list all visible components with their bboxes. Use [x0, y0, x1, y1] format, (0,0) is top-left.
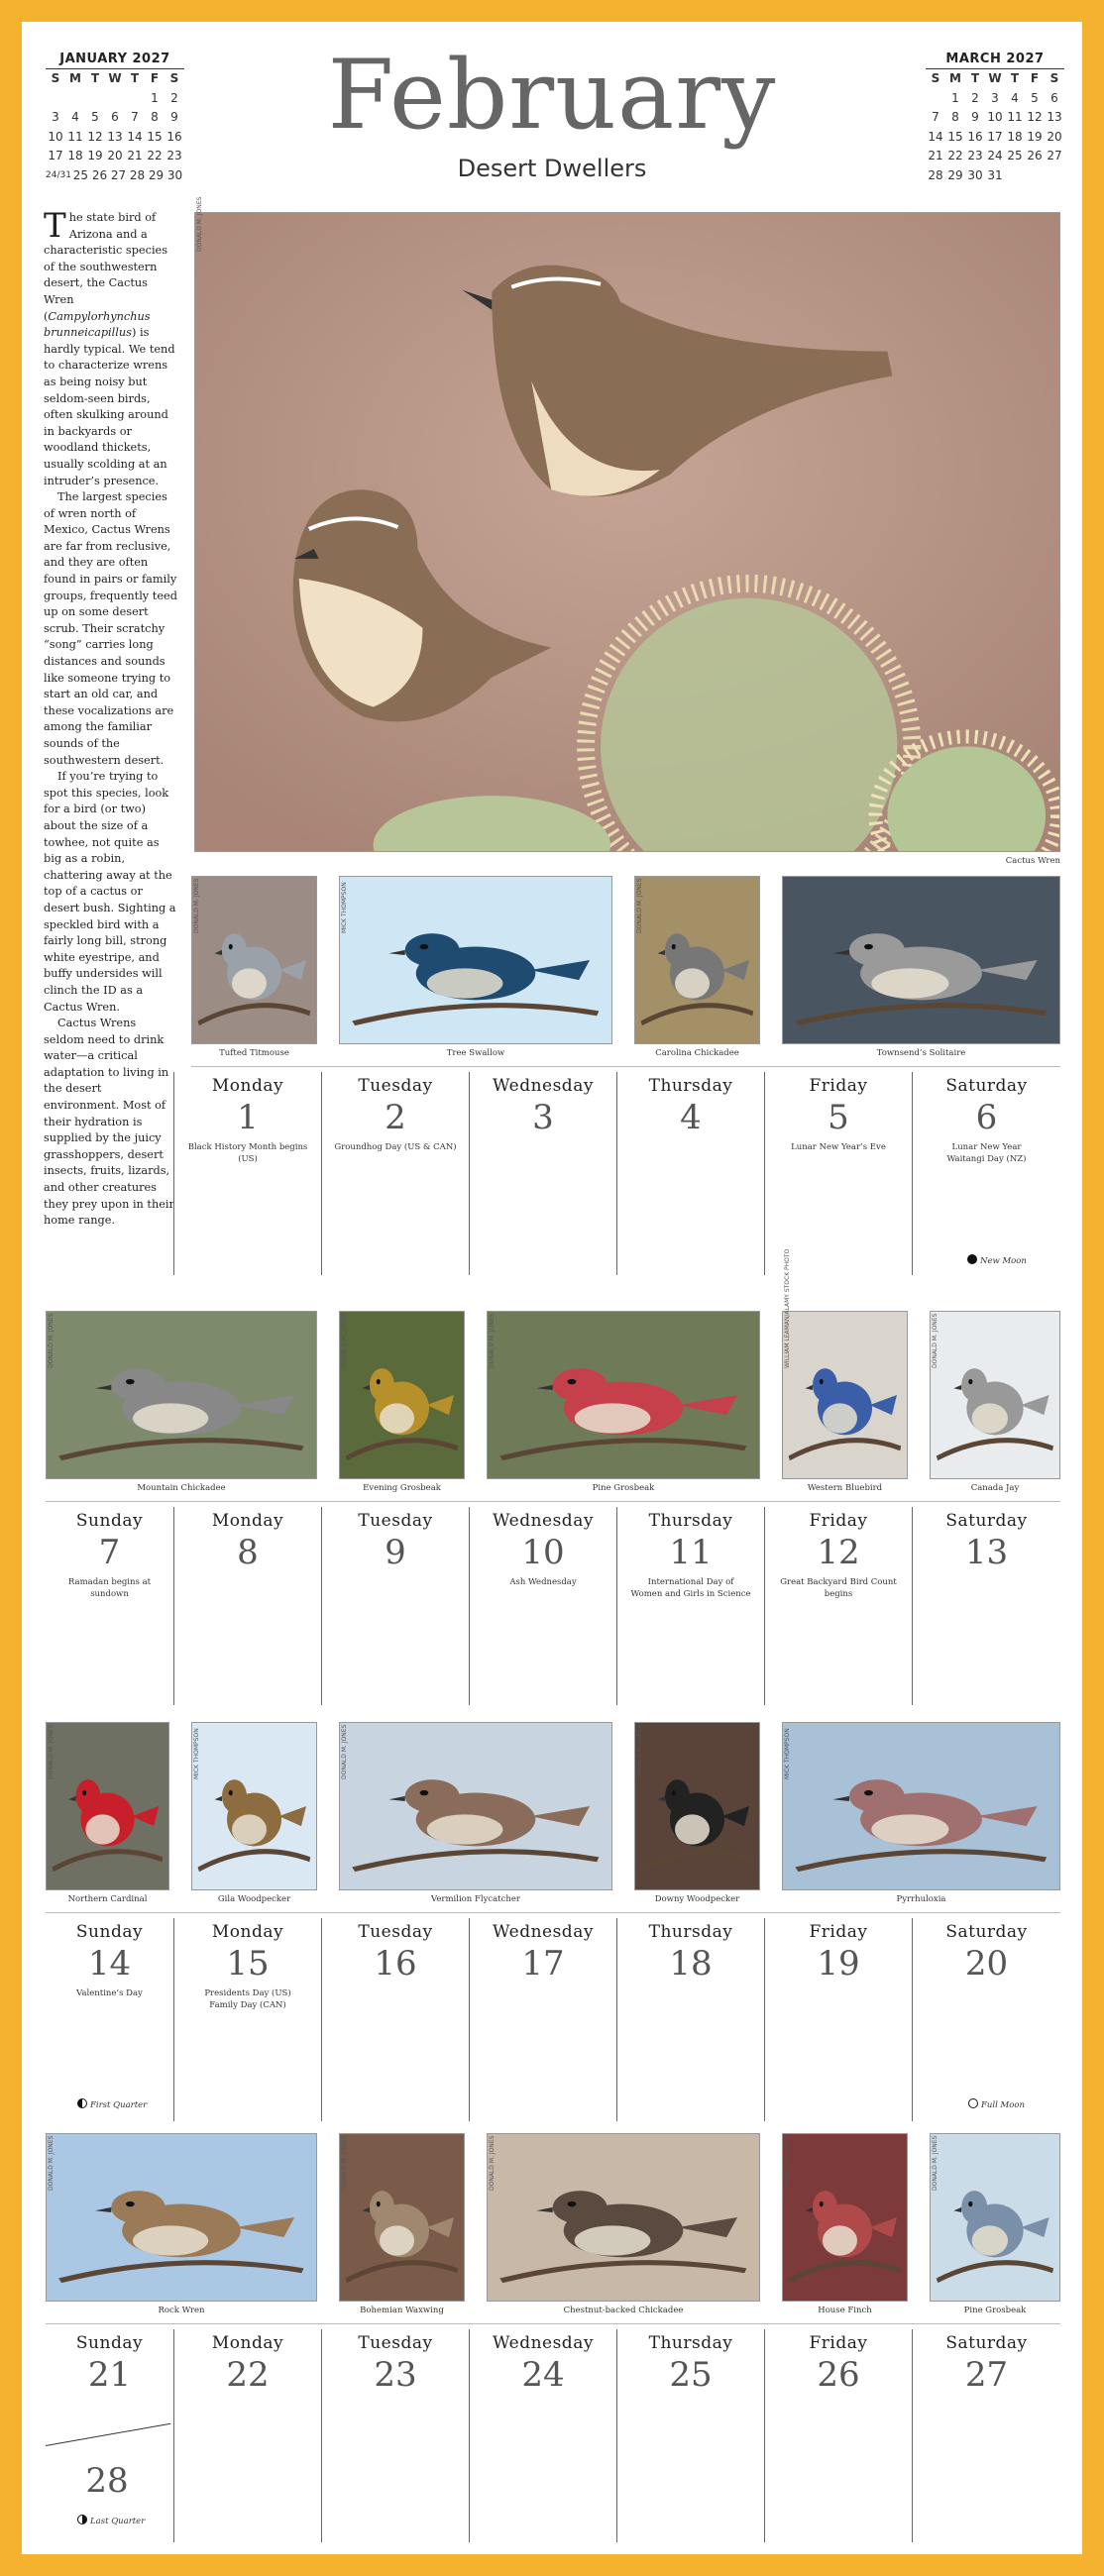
day-cell: [912, 1507, 1060, 1705]
day-cell: [321, 1507, 469, 1705]
day-name: Friday: [809, 1511, 868, 1531]
day-cell: [46, 2329, 173, 2542]
photo-caption: Pyrrhuloxia: [896, 1894, 946, 1904]
mini-day: 14: [127, 129, 143, 144]
bird-photo: [782, 1311, 908, 1479]
day-number: 27: [964, 2355, 1009, 2395]
mini-day: 17: [48, 149, 63, 162]
photo-caption: Bohemian Waxwing: [360, 2306, 444, 2315]
bird-photo: [191, 1722, 317, 1890]
day-cell: [469, 1507, 616, 1705]
photo-credit: DONALD M. JONES: [341, 1724, 348, 1779]
intro-paragraph: The largest species of wren north of Mexico, Cactus Wrens are far from reclusive, and they are often found in pairs or family groups, frequently teed up on some desert scrub. Their scratchy “song” carries long distances and sounds like someone trying to start an old car, and these vocalizations are among the familiar sounds of the southwestern desert.: [44, 490, 177, 767]
day-note: Great Backyard Bird Count begins: [780, 1577, 897, 1599]
day-number: 28: [85, 2461, 129, 2501]
mini-day: 12: [1027, 110, 1043, 124]
day-name: Friday: [809, 1922, 868, 1942]
mini-day: 3: [991, 90, 999, 105]
day-number: 22: [226, 2355, 270, 2395]
day-number: 15: [226, 1944, 270, 1984]
photo-credit: DONALD M. JONES: [48, 2135, 55, 2191]
day-cell: [173, 1072, 321, 1275]
day-number: 3: [532, 1098, 554, 1137]
moon-label: New Moon: [980, 1256, 1027, 1266]
day-number: 19: [817, 1944, 860, 1984]
mini-weekday: S: [169, 71, 179, 85]
day-cell: [46, 1507, 173, 1705]
scientific-name: Campylorhynchus brunneicapillus: [44, 309, 151, 340]
bird-illustration: [47, 1723, 168, 1889]
photo-caption: Downy Woodpecker: [654, 1894, 740, 1904]
mini-weekday: F: [1030, 71, 1040, 85]
day-cell: [173, 1507, 321, 1705]
photo-caption: Vermilion Flycatcher: [431, 1894, 520, 1904]
day-note: International Day of Women and Girls in Science: [630, 1577, 751, 1599]
bird-illustration: [931, 2134, 1059, 2301]
mini-day: 14: [928, 129, 943, 144]
moon-phase: [77, 2098, 147, 2110]
day-number: 26: [817, 2355, 860, 2395]
day-name: Thursday: [648, 1922, 733, 1942]
photo-credit: DONALD M. JONES: [636, 1724, 643, 1779]
bird-photo: [487, 2133, 760, 2302]
mini-day: 16: [967, 129, 983, 144]
day-name: Wednesday: [493, 1076, 594, 1096]
photo-caption: Tufted Titmouse: [219, 1048, 289, 1058]
mini-day: 18: [67, 149, 83, 162]
moon-icon: [967, 1254, 977, 1264]
main-photo-cactus-wren: [194, 212, 1060, 852]
photo-caption: Townsend’s Solitaire: [876, 1048, 966, 1058]
day-number: 7: [98, 1533, 121, 1572]
bird-photo: [46, 1722, 169, 1890]
bird-photo: [782, 876, 1060, 1044]
mini-day: 26: [1027, 149, 1043, 162]
day-cell: [764, 1507, 912, 1705]
mini-day: 31: [987, 167, 1003, 182]
moon-label: First Quarter: [90, 2100, 148, 2110]
mini-day: 22: [147, 149, 163, 162]
day-name: Friday: [809, 2333, 868, 2353]
day-cell: [616, 1918, 764, 2121]
mini-day: 30: [967, 167, 983, 182]
day-name: Tuesday: [358, 1922, 433, 1942]
photo-credit: DONALD M. JONES: [636, 878, 643, 933]
photo-credit: DONALD M. JONES: [48, 1313, 55, 1368]
mini-day: 4: [1011, 90, 1019, 105]
bird-photo: [634, 1722, 760, 1890]
photo-credit: WILLIAM LEAMAN/ALAMY STOCK PHOTO: [784, 1248, 791, 1368]
caption-rule: [46, 1912, 1060, 1913]
month-theme: Desert Dwellers: [457, 155, 647, 182]
day-cell: [616, 2329, 764, 2542]
mini-day: 1: [951, 90, 959, 105]
mini-day: 1: [151, 90, 159, 105]
day-name: Sunday: [75, 2333, 144, 2353]
bird-photo: [339, 876, 612, 1044]
mini-weekday: T: [1010, 71, 1020, 85]
day-cell: [616, 1507, 764, 1705]
bird-photo: [782, 2133, 908, 2302]
day-name: Saturday: [945, 2333, 1028, 2353]
mini-day: 13: [1047, 110, 1062, 124]
bird-illustration: [340, 877, 611, 1043]
day-name: Sunday: [75, 1922, 144, 1942]
day-note: Groundhog Day (US & CAN): [334, 1142, 457, 1152]
photo-credit: DONALD M. JONES: [489, 1313, 496, 1368]
day-cell: [469, 1072, 616, 1275]
day-number: 5: [828, 1098, 849, 1137]
mini-day: 3: [52, 110, 59, 124]
day-name: Monday: [211, 2333, 284, 2353]
mini-day: 25: [72, 167, 89, 182]
photo-credit: DONALD M. JONES: [48, 1724, 55, 1779]
mini-day: 6: [1050, 90, 1058, 105]
photo-credit: DONALD M. JONES: [341, 1313, 348, 1368]
photo-caption: Tree Swallow: [446, 1048, 505, 1058]
day-number: 21: [87, 2355, 132, 2395]
photo-credit: DONALD M. JONES: [341, 2135, 348, 2191]
bird-illustration: [488, 2134, 759, 2301]
mini-day: 29: [148, 167, 165, 182]
photo-credit: MICK THOMPSON: [784, 1728, 791, 1779]
mini-weekday: M: [69, 71, 81, 85]
day-number: 4: [680, 1098, 702, 1137]
mini-day: 15: [147, 129, 163, 144]
photo-caption: Cactus Wren: [1005, 856, 1060, 866]
day-number: 14: [87, 1944, 132, 1984]
photo-credit: DONALD M. JONES: [932, 1313, 938, 1368]
bird-photo: [191, 876, 317, 1044]
mini-day: 23: [967, 149, 983, 162]
bird-photo: [46, 2133, 317, 2302]
mini-day: 8: [951, 110, 959, 124]
day-number: 16: [374, 1944, 417, 1984]
mini-day: 28: [129, 167, 146, 182]
photo-credit: MICK THOMPSON: [193, 1728, 200, 1779]
photo-caption: Pine Grosbeak: [592, 1483, 655, 1493]
bird-illustration: [783, 1312, 907, 1478]
mini-day: 6: [111, 110, 119, 124]
mini-day: 2: [971, 90, 979, 105]
mini-day: 5: [1031, 90, 1039, 105]
mini-day: 9: [971, 110, 979, 124]
day-name: Friday: [809, 1076, 868, 1096]
day-number: 23: [374, 2355, 417, 2395]
mini-calendar-title: MARCH 2027: [926, 52, 1064, 69]
moon-phase: [968, 2098, 1025, 2110]
day-number: 12: [817, 1533, 860, 1572]
day-number: 8: [237, 1533, 259, 1572]
mini-day: 20: [1047, 129, 1062, 144]
day-number: 18: [669, 1944, 713, 1984]
day-name: Thursday: [648, 1511, 733, 1531]
photo-caption: Evening Grosbeak: [363, 1483, 441, 1493]
mini-day: 28: [928, 167, 943, 182]
moon-label: Last Quarter: [90, 2517, 146, 2526]
mini-day: 13: [107, 129, 123, 144]
day-number: 6: [975, 1098, 998, 1137]
moon-phase: [77, 2515, 145, 2526]
day-name: Monday: [211, 1511, 284, 1531]
mini-day: 30: [166, 167, 183, 182]
mini-day: 7: [932, 110, 939, 124]
mini-day: 16: [166, 129, 182, 144]
mini-weekday: T: [970, 71, 980, 85]
day-name: Saturday: [945, 1922, 1028, 1942]
photo-caption: Chestnut-backed Chickadee: [563, 2306, 684, 2315]
day-cell: [173, 1918, 321, 2121]
mini-day: 9: [170, 110, 178, 124]
day-name: Monday: [211, 1076, 284, 1096]
day-cell: [469, 1918, 616, 2121]
intro-text: [44, 206, 178, 1230]
day-name: Saturday: [945, 1076, 1028, 1096]
photo-credit: DONALD M. JONES: [784, 878, 791, 933]
photo-caption: House Finch: [818, 2306, 872, 2315]
mini-day: 5: [91, 110, 99, 124]
mini-day: 29: [947, 167, 963, 182]
mini-weekday: S: [51, 71, 60, 85]
day-number: 9: [385, 1533, 406, 1572]
mini-day: 20: [107, 149, 123, 162]
mini-day: 2: [170, 90, 178, 105]
mini-day: 24: [987, 149, 1003, 162]
day-cell: [321, 2329, 469, 2542]
moon-phase: [967, 1254, 1027, 1266]
mini-day: 25: [1007, 149, 1023, 162]
mini-day: 23: [166, 149, 182, 162]
day-number: 2: [385, 1098, 406, 1137]
moon-icon: [77, 2515, 87, 2524]
photo-caption: Rock Wren: [158, 2306, 205, 2315]
bird-photo: [634, 876, 760, 1044]
day-cell: [912, 2329, 1060, 2542]
day-name: Saturday: [945, 1511, 1028, 1531]
bird-photo: [46, 1311, 317, 1479]
mini-day: 15: [947, 129, 963, 144]
bird-illustration: [783, 1723, 1059, 1889]
day-name: Tuesday: [358, 2333, 433, 2353]
mini-weekday: W: [108, 71, 122, 85]
mini-day: 19: [87, 149, 103, 162]
mini-weekday: M: [949, 71, 961, 85]
moon-icon: [77, 2098, 87, 2108]
caption-rule: [46, 2323, 1060, 2324]
day-cell: [616, 1072, 764, 1275]
day-number: 11: [669, 1533, 713, 1572]
photo-caption: Pine Grosbeak: [963, 2306, 1027, 2315]
mini-day: 21: [127, 149, 143, 162]
photo-caption: Northern Cardinal: [67, 1894, 148, 1904]
mini-day: 10: [987, 110, 1003, 124]
bird-photo: [782, 1722, 1060, 1890]
intro-paragraph: he state bird of Arizona and a characteristic species of the southwestern desert, the Cactus Wren (: [44, 211, 168, 323]
caption-rule: [46, 1501, 1060, 1502]
day-name: Tuesday: [358, 1076, 433, 1096]
day-cell: [173, 2329, 321, 2542]
day-note: Black History Month begins (US): [187, 1142, 308, 1164]
bird-illustration: [340, 1312, 464, 1478]
day-cell: [912, 1918, 1060, 2121]
day-number: 10: [521, 1533, 565, 1572]
day-cell: [321, 1072, 469, 1275]
day-cell: [764, 1918, 912, 2121]
mini-day: 27: [1047, 149, 1062, 162]
day-name: Thursday: [648, 2333, 733, 2353]
mini-day: 21: [928, 149, 943, 162]
mini-day: 11: [1007, 110, 1023, 124]
day-number: 25: [669, 2355, 713, 2395]
mini-day: 18: [1007, 129, 1023, 144]
bird-photo: [339, 2133, 465, 2302]
day-name: Thursday: [648, 1076, 733, 1096]
moon-icon: [968, 2098, 978, 2108]
intro-paragraph: ) is hardly typical. We tend to characterize wrens as being noisy but seldom-seen birds, often skulking around in backyards or woodland thickets, usually scolding at an intruder’s presence.: [44, 326, 175, 487]
photo-credit: DONALD M. JONES: [489, 2135, 496, 2191]
day-note: Ramadan begins at sundown: [67, 1577, 152, 1599]
bird-illustration: [635, 877, 759, 1043]
photo-caption: Carolina Chickadee: [655, 1048, 739, 1058]
mini-weekday: T: [130, 71, 140, 85]
mini-day: 4: [71, 110, 79, 124]
day-cell: [46, 1918, 173, 2121]
day-name: Wednesday: [493, 2333, 594, 2353]
photo-credit: DONALD M. JONES: [193, 878, 200, 933]
bird-illustration: [340, 2134, 464, 2301]
mini-day: 26: [91, 167, 108, 182]
intro-paragraph: Cactus Wrens seldom need to drink water—a critical adaptation to living in the desert environment. Most of their hydration is supplied by the juicy grasshoppers, desert insects, fruits, lizards, and other creatures they prey upon in their home range.: [44, 1017, 174, 1228]
day-cell: [912, 1072, 1060, 1275]
bird-illustration: [635, 1723, 759, 1889]
mini-day: 12: [87, 129, 103, 144]
mini-weekday: F: [150, 71, 160, 85]
mini-weekday: W: [988, 71, 1002, 85]
bird-illustration: [340, 1723, 611, 1889]
photo-credit: DONALD M. JONES: [784, 2135, 791, 2191]
day-cell: [764, 2329, 912, 2542]
photo-caption: Gila Woodpecker: [217, 1894, 291, 1904]
mini-calendar-title: JANUARY 2027: [46, 52, 184, 69]
caption-rule: [191, 1066, 1060, 1067]
mini-day: 7: [131, 110, 139, 124]
mini-day: 22: [947, 149, 963, 162]
moon-label: Full Moon: [981, 2100, 1025, 2110]
month-title: February: [327, 40, 777, 151]
bird-illustration: [192, 1723, 316, 1889]
day-note: Lunar New Year Waitangi Day (NZ): [946, 1142, 1027, 1164]
bird-photo: [339, 1722, 612, 1890]
mini-weekday: T: [90, 71, 100, 85]
day-cell: [469, 2329, 616, 2542]
bird-illustration: [192, 877, 316, 1043]
mini-day: 17: [987, 129, 1003, 144]
day-number: 13: [964, 1533, 1009, 1572]
bird-illustration: [783, 877, 1059, 1043]
day-name: Tuesday: [358, 1511, 433, 1531]
bird-illustration: [783, 2134, 907, 2301]
photo-caption: Canada Jay: [970, 1483, 1020, 1493]
bird-photo: [487, 1311, 760, 1479]
photo-credit: MICK THOMPSON: [341, 882, 348, 933]
mini-day: 11: [67, 129, 83, 144]
day-name: Sunday: [75, 1511, 144, 1531]
bird-illustration: [47, 1312, 316, 1478]
cactus-wren-illustration: [195, 213, 1059, 851]
mini-day: 8: [151, 110, 159, 124]
day-number: 17: [521, 1944, 565, 1984]
bird-illustration: [931, 1312, 1059, 1478]
photo-credit: DONALD M. JONES: [932, 2135, 938, 2191]
mini-day: 27: [110, 167, 127, 182]
day-cell: [764, 1072, 912, 1275]
day-cell: [321, 1918, 469, 2121]
mini-day: 10: [48, 129, 63, 144]
bird-illustration: [488, 1312, 759, 1478]
mini-weekday: S: [931, 71, 940, 85]
day-note: Lunar New Year’s Eve: [791, 1142, 886, 1152]
day-note: Valentine’s Day: [76, 1988, 143, 1998]
intro-paragraph: If you’re trying to spot this species, look for a bird (or two) about the size of a towhee, not quite as big as a robin, chattering away at the top of a cactus or desert bush. Sighting a speckled bird with a fairly long bill, strong white eyestripe, and buffy undersides will clinch the ID as a Cactus Wren.: [44, 770, 176, 1014]
day-number: 24: [521, 2355, 565, 2395]
bird-illustration: [47, 2134, 316, 2301]
photo-caption: Mountain Chickadee: [137, 1483, 226, 1493]
calendar-page: [22, 22, 1082, 2554]
bird-photo: [930, 1311, 1060, 1479]
day-name: Wednesday: [493, 1922, 594, 1942]
bird-photo: [930, 2133, 1060, 2302]
mini-weekday: S: [1049, 71, 1059, 85]
day-note: Ash Wednesday: [509, 1577, 577, 1587]
photo-credit: DONALD M. JONES: [196, 196, 203, 252]
photo-caption: Western Bluebird: [807, 1483, 883, 1493]
day-number: 1: [237, 1098, 259, 1137]
mini-day: 19: [1027, 129, 1043, 144]
drop-cap: T: [44, 206, 66, 246]
day-note: Presidents Day (US) Family Day (CAN): [204, 1988, 291, 2010]
day-number: 20: [964, 1944, 1009, 1984]
day-name: Wednesday: [493, 1511, 594, 1531]
mini-day: 24/31: [46, 169, 71, 180]
day-name: Monday: [211, 1922, 284, 1942]
bird-photo: [339, 1311, 465, 1479]
